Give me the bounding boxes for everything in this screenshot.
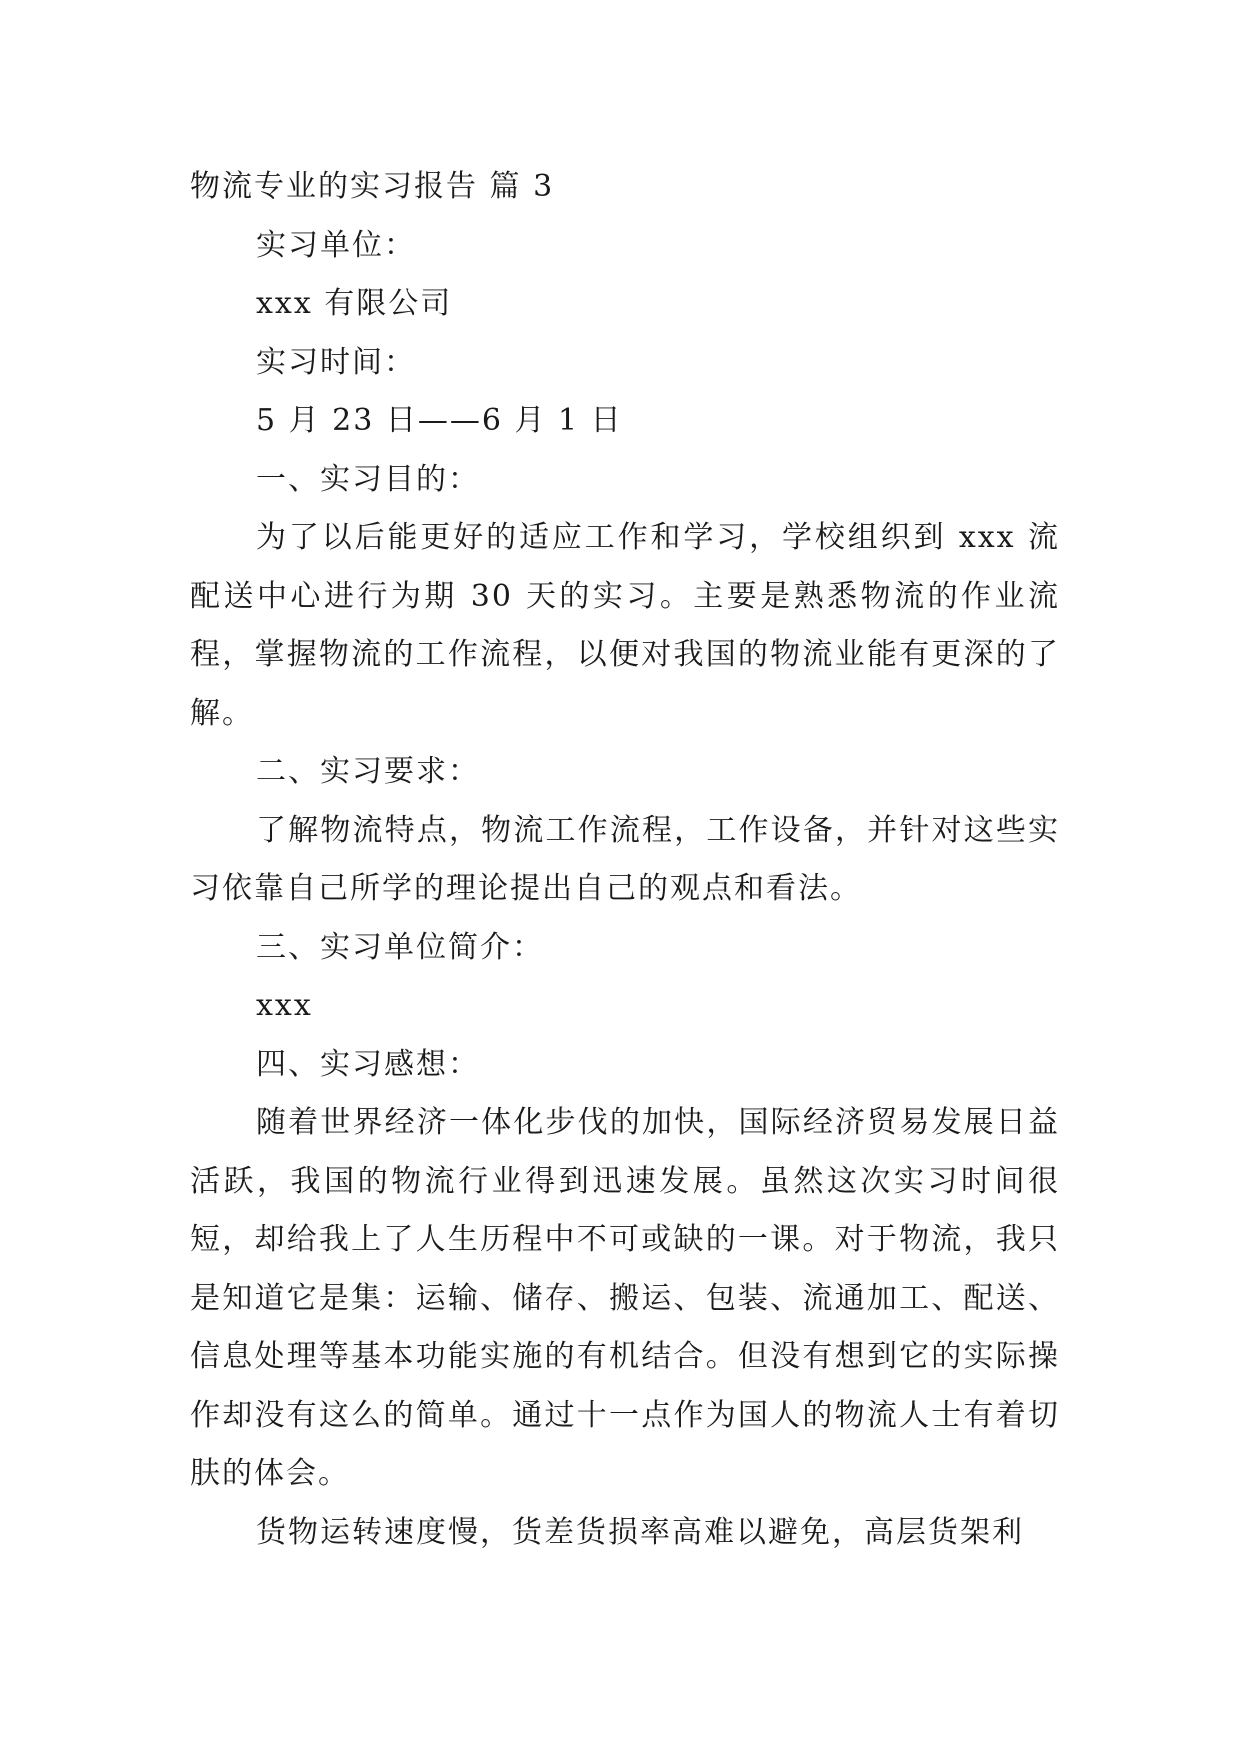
time-label: 实习时间： (256, 344, 416, 380)
section3-text: xxx (256, 988, 313, 1023)
section4-paragraph-2: 货物运转速度慢，货差货损率高难以避免，高层货架利 (256, 1514, 1024, 1550)
section2-heading: 二、实习要求： (256, 754, 480, 789)
section1-paragraph: 为了以后能更好的适应工作和学习，学校组织到 xxx 流配送中心进行为期 30 天的实习。主要是熟悉物流的作业流程，掌握物流的工作流程，以便对我国的物流业能有更深的了解。 (190, 520, 1060, 731)
unit-label: 实习单位： (256, 227, 416, 263)
section2-paragraph: 了解物流特点，物流工作流程，工作设备，并针对这些实习依靠自己所学的理论提出自己的观点和看法。 (190, 812, 1060, 906)
section3-heading: 三、实习单位简介： (256, 929, 544, 965)
section4-paragraph-1: 随着世界经济一体化步伐的加快，国际经济贸易发展日益活跃，我国的物流行业得到迅速发展。虽然这次实习时间很短，却给我上了人生历程中不可或缺的一课。对于物流，我只是知道它是集：运输、储存、搬运、包装、流通加工、配送、信息处理等基本功能实施的有机结合。但没有想到它的实际操作却没有这么的简单。通过十一点作为国人的物流人士有着切肤的体会。 (190, 1105, 1060, 1491)
document-title: 物流专业的实习报告 篇 3 (190, 169, 555, 204)
time-value: 5 月 23 日——6 月 1 日 (256, 403, 623, 438)
section4-heading: 四、实习感想： (256, 1046, 480, 1082)
unit-value: xxx 有限公司 (256, 286, 453, 321)
section1-heading: 一、实习目的： (256, 461, 480, 497)
document-body (190, 158, 1060, 1562)
